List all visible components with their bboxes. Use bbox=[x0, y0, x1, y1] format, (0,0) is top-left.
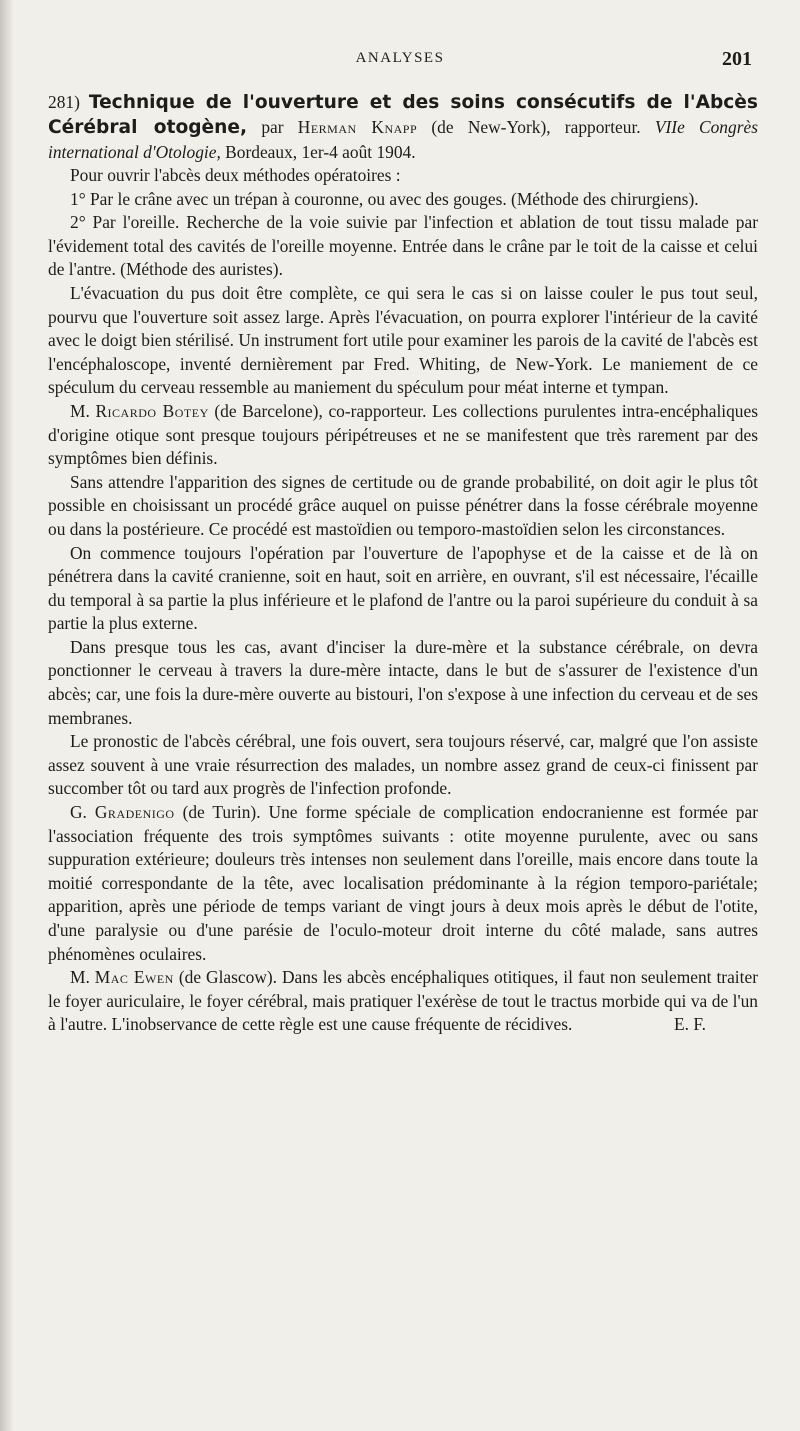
speaker-prefix: M. bbox=[70, 400, 90, 421]
by-prefix: par bbox=[261, 117, 284, 137]
article-body bbox=[48, 90, 758, 1037]
paragraph-intro: Pour ouvrir l'abcès deux méthodes opératoires : bbox=[70, 165, 401, 185]
reviewer-signature: E. F. bbox=[674, 1014, 706, 1035]
speaker-text: (de Turin). Une forme spéciale de complication endocranienne est formée par l'association fréquente des trois symptômes suivants : otite moyenne purulente, avec ou sans suppuration extérieure; douleurs très intenses non seulement dans l'oreille, mais encore dans toute la moitié correspondante de la tête, avec localisation prédominante à la région temporo-pariétale; apparition, après une période de temps variant de vingt jours à deux mois après le début de l'otite, d'une paralysie ou d'une parésie de l'oculo-moteur droit interne du côté malade, sans autres phénomènes oculaires. bbox=[48, 802, 758, 964]
speaker-name: Mac Ewen bbox=[94, 967, 174, 988]
speaker-prefix: M. bbox=[70, 967, 90, 988]
paragraph-botey bbox=[48, 400, 758, 471]
article-title: Technique de l'ouverture et des soins consécutifs de l'Abcès Cérébral otogène, bbox=[48, 92, 758, 138]
page-number: 201 bbox=[722, 48, 752, 70]
running-title: ANALYSES bbox=[355, 50, 445, 66]
scan-edge-shadow bbox=[0, 0, 14, 1431]
speaker-prefix: G. bbox=[70, 802, 87, 823]
place-date: Bordeaux, 1er-4 août 1904. bbox=[225, 142, 416, 162]
article-heading bbox=[48, 90, 758, 164]
speaker-text: (de Glascow). Dans les abcès encéphaliques otitiques, il faut non seulement traiter le foyer auriculaire, le foyer cérébral, mais pratiquer l'exérèse de tout le tractus morbide qui va de l'un à l'autre. L'inobservance de cette règle est une cause fréquente de récidives. bbox=[48, 967, 758, 1035]
speaker-name: Ricardo Botey bbox=[95, 400, 209, 421]
paragraph-macewen bbox=[48, 966, 758, 1037]
paragraph-operation: On commence toujours l'opération par l'ouverture de l'apophyse et de la caisse et de là on pénétrera dans la cavité cranienne, soit en haut, soit en arrière, en ouvrant, s'il est nécessaire, l'écaille du temporal à sa partie la plus inférieure et le plafond de l'antre ou la paroi supérieure du conduit à sa partie la plus externe. bbox=[48, 542, 758, 634]
paragraph-method-2: 2° Par l'oreille. Recherche de la voie suivie par l'infection et ablation de tout tissu malade par l'évidement total des cavités de l'oreille moyenne. Entrée dans le crâne par le toit de la caisse et celui de l'antre. (Méthode des auristes). bbox=[48, 212, 758, 280]
author-affiliation: (de New-York), rapporteur. bbox=[431, 117, 641, 137]
article-number: 281) bbox=[48, 92, 80, 112]
paragraph-gradenigo bbox=[48, 801, 758, 966]
speaker-text: (de Barcelone), co-rapporteur. Les collections purulentes intra-encéphaliques d'origine otique sont presque toujours péripétreuses et ne se manifestent que très rarement par des symptômes bien définis. bbox=[48, 400, 758, 469]
paragraph-prognosis: Le pronostic de l'abcès cérébral, une fois ouvert, sera toujours réservé, car, malgré que l'on assiste assez souvent à une vraie résurrection des malades, un nombre assez grand de ceux-ci finissent par succomber tôt ou tard aux progrès de l'infection profonde. bbox=[48, 731, 758, 799]
paragraph-method-1: 1° Par le crâne avec un trépan à couronne, ou avec des gouges. (Méthode des chirurgiens). bbox=[70, 188, 699, 209]
congress-name: VIIe Congrès international d'Otologie, bbox=[48, 117, 758, 162]
author-name: Herman Knapp bbox=[297, 117, 418, 137]
paragraph-procedure: Sans attendre l'apparition des signes de certitude ou de grande probabilité, on doit agir le plus tôt possible en choisissant un procédé grâce auquel on puisse pénétrer dans la fosse cérébrale moyenne ou dans la postérieure. Ce procédé est mastoïdien ou temporo-mastoïdien selon les circonstances. bbox=[48, 471, 758, 539]
page-header bbox=[0, 48, 800, 74]
paragraph-puncture: Dans presque tous les cas, avant d'inciser la dure-mère et la substance cérébrale, on devra ponctionner le cerveau à travers la dure-mère intacte, dans le but de s'assurer de l'existence d'un abcès; car, une fois la dure-mère ouverte au bistouri, l'on s'expose à une infection du cerveau et de ses membranes. bbox=[48, 636, 758, 728]
paragraph-evacuation: L'évacuation du pus doit être complète, ce qui sera le cas si on laisse couler le pus tout seul, pourvu que l'ouverture soit assez large. Après l'évacuation, on pourra explorer l'intérieur de la cavité avec le doigt bien stérilisé. Un instrument fort utile pour examiner les parois de la cavité de l'abcès est l'encéphaloscope, inventé dernièrement par Fred. Whiting, de New-York. Le maniement de ce spéculum du cerveau ressemble au maniement du spéculum pour méat interne et tympan. bbox=[48, 282, 758, 398]
speaker-name: Gradenigo bbox=[94, 802, 175, 823]
